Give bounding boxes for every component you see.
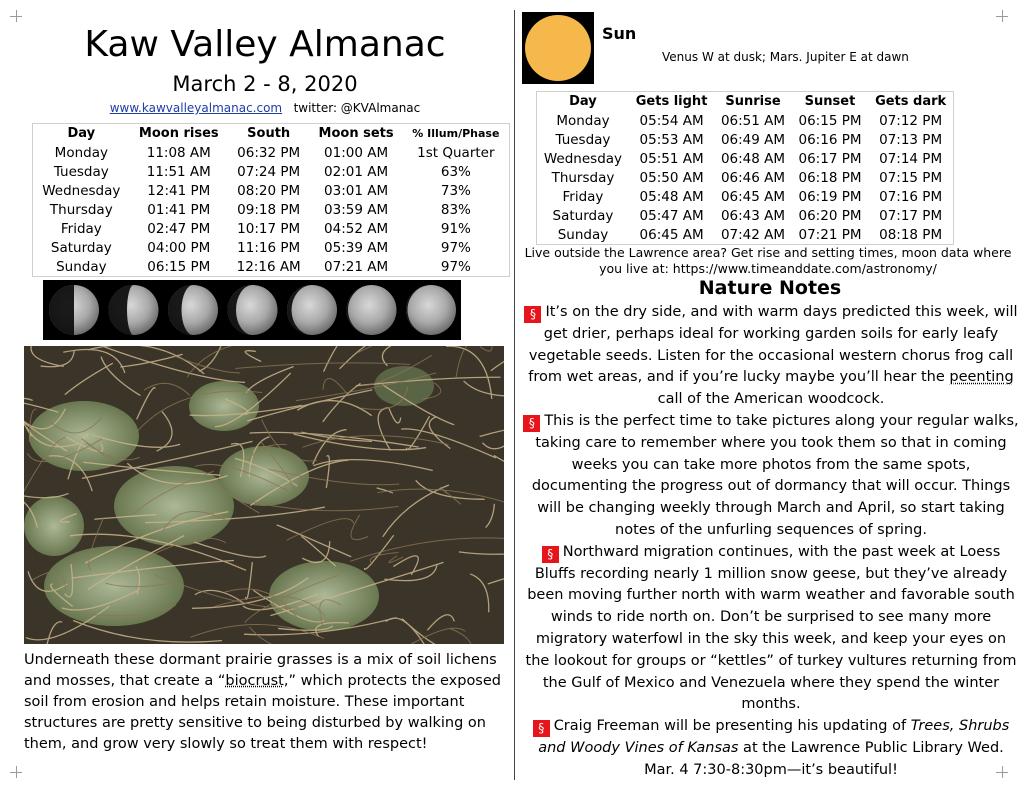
links-line — [20, 100, 510, 116]
value-cell: 04:52 AM — [324, 220, 389, 237]
value-cell: 06:16 PM — [798, 131, 862, 148]
value-cell: 07:16 PM — [879, 188, 943, 205]
note-text: Northward migration continues, with the past week at Loess Bluffs recording nearly 1 million snow geese, but they’ve already been moving further north with warm weather and favorable south winds to ride north on. Don’t be surprised to see many more migratory waterfowl in the sky this week, and keep your eyes on the lookout for groups or “kettles” of turkey vultures returning from the Gulf of Mexico and Venezuela where they spend the winter months. — [525, 543, 1017, 713]
value-cell: 07:12 PM — [879, 112, 943, 129]
day-cell: Saturday — [50, 239, 112, 256]
table-row — [33, 162, 510, 181]
value-cell: 97% — [440, 239, 471, 256]
value-cell: 07:13 PM — [879, 131, 943, 148]
value-cell: 08:18 PM — [879, 226, 943, 243]
day-cell: Thursday — [49, 201, 113, 218]
crop-mark — [16, 766, 17, 778]
day-cell: Saturday — [552, 207, 614, 224]
value-cell: 07:15 PM — [879, 169, 943, 186]
section-marker-icon: § — [523, 415, 540, 432]
table-row — [537, 111, 954, 130]
crop-mark — [16, 10, 17, 22]
table-row — [537, 225, 954, 245]
day-cell: Friday — [562, 188, 604, 205]
note-text: This is the perfect time to take pictures along your regular walks, taking care to remember where you took them so that in coming weeks you can take more photos from the same spots, documenting the progress out of dormancy that will occur. Things will be changing weekly through March and April, so start taking notes of the unfurling sequences of spring. — [531, 412, 1019, 538]
value-cell: 07:42 AM — [720, 226, 786, 243]
value-cell: 08:20 PM — [237, 182, 301, 199]
caption-text: ,” which protects the exposed soil from erosion and helps retain moisture. These important structures are pretty sensitive to being disturbed by walking on them, and grow very slowly so treat them with respect! — [24, 673, 501, 752]
value-cell: 06:18 PM — [798, 169, 862, 186]
value-cell: 03:01 AM — [324, 182, 389, 199]
value-cell: 07:24 PM — [237, 163, 301, 180]
value-cell: 06:51 AM — [720, 112, 786, 129]
value-cell: 05:54 AM — [639, 112, 704, 129]
value-cell: 01:00 AM — [324, 144, 389, 161]
column-header: Moon sets — [318, 126, 394, 141]
table-row — [33, 219, 510, 238]
location-note: Live outside the Lawrence area? Get rise and setting times, moon data where you live at: https://www.timeanddate.com/astronomy/ — [524, 245, 1012, 276]
moon-phase-graphic — [43, 280, 461, 340]
note-text: It’s on the dry side, and with warm days predicted this week, will get drier, perhaps ideal for working garden soils for early leafy vegetable seeds. Listen for the occasional western chorus frog call from wet areas, and if you’re lucky maybe you’ll hear the — [528, 304, 1018, 386]
column-header: Day — [569, 94, 597, 109]
section-marker-icon: § — [542, 546, 559, 563]
value-cell: 63% — [440, 163, 471, 180]
value-cell: 04:00 PM — [147, 239, 211, 256]
day-cell: Wednesday — [42, 182, 121, 199]
table-header-row — [33, 124, 510, 144]
value-cell: 07:14 PM — [879, 150, 943, 167]
table-row — [33, 200, 510, 219]
column-header: Sunset — [804, 94, 856, 109]
table-header-row — [537, 92, 954, 112]
value-cell: 06:20 PM — [798, 207, 862, 224]
crop-mark — [1002, 10, 1003, 22]
day-cell: Monday — [556, 112, 610, 129]
day-cell: Thursday — [551, 169, 615, 186]
grass-photo-graphic — [24, 346, 504, 644]
moon-phase-image — [168, 285, 218, 335]
table-row — [33, 238, 510, 257]
section-marker-icon: § — [533, 720, 550, 737]
book-title: Trees, Shrubs and Woody Vines of Kansas — [538, 718, 1010, 756]
value-cell: 01:41 PM — [147, 201, 211, 218]
nature-notes-title: Nature Notes — [698, 277, 842, 299]
value-cell: 06:17 PM — [798, 150, 862, 167]
nature-note-4 — [522, 716, 1020, 781]
value-cell: 06:49 AM — [720, 131, 786, 148]
value-cell: 07:21 PM — [798, 226, 862, 243]
section-marker-icon: § — [524, 306, 541, 323]
moon-phase-image — [228, 285, 278, 335]
twitter-handle: twitter: @KVAlmanac — [293, 101, 421, 115]
moon-phase-image — [347, 285, 397, 335]
column-divider — [514, 10, 515, 780]
table-row — [33, 181, 510, 200]
value-cell: 02:01 AM — [324, 163, 389, 180]
moon-phase-image — [406, 285, 456, 335]
table-row — [537, 168, 954, 187]
value-cell: 12:16 AM — [236, 258, 301, 275]
value-cell: 73% — [440, 182, 471, 199]
value-cell: 10:17 PM — [237, 220, 301, 237]
moon-phase-image — [49, 285, 99, 335]
value-cell: 11:51 AM — [146, 163, 211, 180]
value-cell: 06:15 PM — [798, 112, 862, 129]
value-cell: 11:16 PM — [237, 239, 301, 256]
value-cell: 05:47 AM — [639, 207, 704, 224]
date-range: March 2 - 8, 2020 — [172, 72, 358, 96]
note-text: Craig Freeman will be presenting his updating of — [553, 718, 911, 735]
moon-phase-strip — [43, 280, 461, 340]
column-header: Day — [67, 126, 96, 141]
column-header: Gets light — [635, 94, 708, 109]
day-cell: Sunday — [557, 226, 609, 243]
prairie-biocrust-photo — [24, 346, 504, 644]
nature-note-2 — [522, 411, 1020, 542]
table-row — [537, 130, 954, 149]
day-cell: Monday — [54, 144, 108, 161]
value-cell: 06:32 PM — [237, 144, 301, 161]
column-header: % Illum/Phase — [412, 127, 500, 140]
sun-table — [536, 91, 954, 245]
day-cell: Sunday — [56, 258, 107, 275]
note-keyword: peenting — [949, 369, 1014, 386]
note-text: at the Lawrence Public Library Wed. Mar. 4 7:30-8:30pm—it’s beautiful! — [644, 739, 1004, 778]
page-title: Kaw Valley Almanac — [84, 24, 446, 65]
value-cell: 06:46 AM — [720, 169, 786, 186]
nature-notes-body — [522, 302, 1020, 782]
value-cell: 05:53 AM — [639, 131, 704, 148]
value-cell: 05:50 AM — [639, 169, 704, 186]
caption-keyword: biocrust — [225, 673, 284, 689]
moon-table — [32, 123, 510, 277]
nature-note-3 — [522, 542, 1020, 716]
value-cell: 1st Quarter — [417, 144, 495, 161]
value-cell: 11:08 AM — [146, 144, 211, 161]
moon-phase-image — [287, 285, 337, 335]
sun-heading: Sun — [602, 24, 637, 43]
value-cell: 06:43 AM — [720, 207, 786, 224]
column-header: Gets dark — [875, 94, 947, 109]
value-cell: 91% — [440, 220, 471, 237]
table-row — [33, 257, 510, 277]
nature-note-1 — [522, 302, 1020, 411]
column-header: Moon rises — [138, 126, 219, 141]
moon-phase-image — [109, 285, 159, 335]
value-cell: 06:45 AM — [720, 188, 786, 205]
day-cell: Friday — [60, 220, 102, 237]
day-cell: Tuesday — [555, 131, 611, 148]
value-cell: 06:48 AM — [720, 150, 786, 167]
table-row — [33, 143, 510, 162]
day-cell: Tuesday — [53, 163, 109, 180]
sun-icon — [522, 12, 594, 84]
value-cell: 02:47 PM — [147, 220, 211, 237]
table-row — [537, 149, 954, 168]
caption-text: Underneath these dormant prairie grasses is a mix of soil lichens and mosses, that create a “ — [24, 652, 497, 689]
value-cell: 06:45 AM — [639, 226, 704, 243]
value-cell: 05:51 AM — [639, 150, 704, 167]
value-cell: 07:17 PM — [879, 207, 943, 224]
table-row — [537, 206, 954, 225]
value-cell: 97% — [440, 258, 471, 275]
day-cell: Wednesday — [543, 150, 623, 167]
column-header: Sunrise — [725, 94, 781, 109]
planets-note: Venus W at dusk; Mars. Jupiter E at dawn — [662, 50, 909, 64]
value-cell: 05:39 AM — [324, 239, 389, 256]
photo-caption — [24, 650, 510, 755]
value-cell: 07:21 AM — [324, 258, 389, 275]
value-cell: 06:15 PM — [147, 258, 211, 275]
value-cell: 09:18 PM — [237, 201, 301, 218]
value-cell: 12:41 PM — [147, 182, 211, 199]
note-text: call of the American woodcock. — [657, 391, 885, 408]
value-cell: 06:19 PM — [798, 188, 862, 205]
value-cell: 05:48 AM — [639, 188, 704, 205]
value-cell: 83% — [440, 201, 471, 218]
sun-graphic — [522, 12, 594, 84]
website-link[interactable]: www.kawvalleyalmanac.com — [109, 101, 283, 115]
column-header: South — [247, 126, 291, 141]
table-row — [537, 187, 954, 206]
value-cell: 03:59 AM — [324, 201, 389, 218]
